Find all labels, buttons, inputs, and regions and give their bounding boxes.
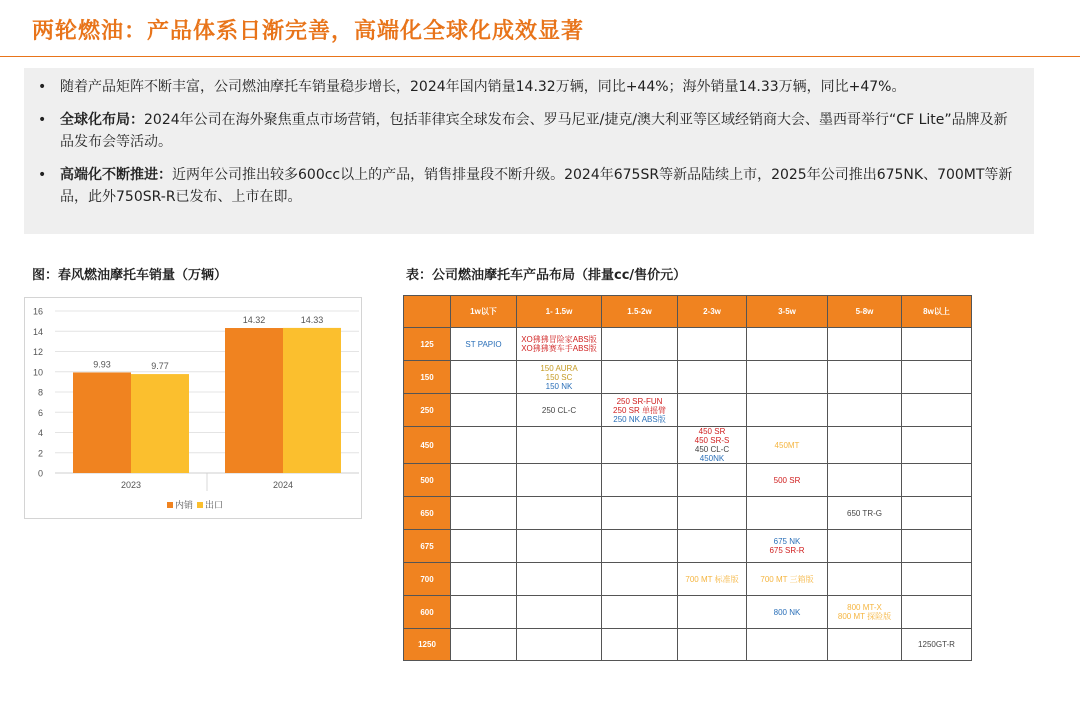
product-model: 450 CL-C — [694, 445, 730, 454]
table-cell — [517, 563, 602, 596]
table-cell — [678, 497, 747, 530]
table-cell — [602, 497, 678, 530]
y-tick-label: 0 — [37, 468, 43, 479]
legend-swatch — [197, 502, 203, 508]
product-model: 250 SR 单摇臂 — [613, 405, 666, 415]
row-label: 675 — [404, 530, 451, 563]
table-cell — [602, 361, 678, 394]
table-row — [404, 328, 972, 361]
table-cell — [902, 497, 972, 530]
table-cell — [828, 596, 902, 629]
legend-label: 内销 — [175, 501, 194, 511]
table-cell — [902, 427, 972, 464]
table-cell — [678, 629, 747, 661]
header-cell: 3-5w — [747, 296, 828, 328]
table-cell — [747, 394, 828, 427]
table-cell — [902, 394, 972, 427]
product-model: 800 MT-X — [847, 603, 882, 612]
y-tick-label: 10 — [32, 367, 43, 378]
table-cell — [678, 464, 747, 497]
product-model: 500 SR — [773, 475, 801, 485]
y-tick-label: 6 — [37, 407, 43, 418]
table-cell — [678, 563, 747, 596]
table-cell — [828, 427, 902, 464]
row-label: 600 — [404, 596, 451, 629]
row-label: 250 — [404, 394, 451, 427]
table-cell — [902, 361, 972, 394]
table-cell — [902, 328, 972, 361]
bar-内销 — [73, 372, 131, 473]
table-row — [404, 464, 972, 497]
table-cell — [451, 328, 517, 361]
table-cell — [451, 361, 517, 394]
product-model: ST PAPIO — [465, 339, 502, 349]
table-cell — [517, 328, 602, 361]
row-label: 450 — [404, 427, 451, 464]
table-cell — [828, 530, 902, 563]
table-cell — [678, 427, 747, 464]
row-label: 700 — [404, 563, 451, 596]
bullet-dot: • — [38, 112, 47, 128]
table-cell — [902, 530, 972, 563]
table-cell — [747, 530, 828, 563]
bullet-dot: • — [38, 79, 47, 95]
product-model: 700 MT 三箱版 — [760, 574, 814, 584]
table-cell — [451, 596, 517, 629]
table-cell — [747, 497, 828, 530]
product-model: 150 AURA — [540, 363, 578, 373]
sales-chart-svg — [25, 298, 363, 520]
x-tick-label: 2023 — [120, 480, 142, 490]
y-tick-label: 14 — [32, 326, 43, 337]
y-tick-label: 2 — [37, 448, 43, 459]
product-model: 675 SR-R — [769, 546, 805, 555]
product-model: 250 SR-FUN — [616, 396, 663, 406]
y-tick-label: 8 — [37, 387, 43, 398]
table-cell — [828, 629, 902, 661]
table-cell — [517, 394, 602, 427]
table-row — [404, 361, 972, 394]
product-model: XO狒狒赛车手ABS版 — [521, 344, 597, 353]
data-label: 14.33 — [300, 314, 324, 325]
product-layout-table — [403, 295, 972, 661]
table-cell — [828, 394, 902, 427]
table-cell — [747, 361, 828, 394]
table-cell — [602, 530, 678, 563]
data-label: 14.32 — [242, 315, 266, 326]
product-model: 650 TR-G — [847, 508, 882, 518]
header-cell: 1.5-2w — [602, 296, 678, 328]
table-row — [404, 596, 972, 629]
table-row — [404, 530, 972, 563]
legend-label: 出口 — [205, 501, 224, 511]
data-label: 9.93 — [93, 359, 111, 370]
table-cell — [902, 464, 972, 497]
bullet-text: 2024年公司在海外聚焦重点市场营销，包括菲律宾全球发布会、罗马尼亚/捷克/澳大利亚等区域经销商大会、墨西哥举行“CF Lite”品牌及新品发布会等活动。 — [60, 112, 1008, 150]
table-cell — [517, 596, 602, 629]
table-row — [404, 427, 972, 464]
header-cell — [404, 296, 451, 328]
table-cell — [602, 328, 678, 361]
product-model: 450 SR — [698, 427, 726, 436]
product-model: 250 NK ABS版 — [613, 414, 666, 424]
table-cell — [451, 563, 517, 596]
table-cell — [451, 464, 517, 497]
table-cell — [747, 629, 828, 661]
table-cell — [902, 563, 972, 596]
bullet-dot: • — [38, 167, 47, 183]
title-divider — [0, 56, 1080, 57]
x-tick-label: 2024 — [272, 480, 294, 490]
table-cell — [902, 596, 972, 629]
table-cell — [517, 464, 602, 497]
product-model: 250 CL-C — [541, 405, 577, 415]
product-model: 800 MT 探险版 — [837, 612, 892, 621]
table-cell — [602, 596, 678, 629]
header-cell: 2-3w — [678, 296, 747, 328]
table-cell — [828, 497, 902, 530]
table-cell — [678, 394, 747, 427]
table-cell — [602, 629, 678, 661]
bar-出口 — [131, 374, 189, 473]
table-cell — [602, 464, 678, 497]
table-cell — [678, 361, 747, 394]
row-label: 650 — [404, 497, 451, 530]
bar-内销 — [225, 328, 283, 473]
table-cell — [602, 427, 678, 464]
product-model: 675 NK — [773, 537, 801, 546]
table-row — [404, 394, 972, 427]
table-cell — [828, 563, 902, 596]
table-cell — [902, 629, 972, 661]
table-cell — [747, 464, 828, 497]
bullet-text: 随着产品矩阵不断丰富，公司燃油摩托车销量稳步增长，2024年国内销量14.32万辆，同比+44%；海外销量14.33万辆，同比+47%。 — [60, 79, 906, 95]
y-tick-label: 16 — [32, 306, 43, 317]
table-cell — [602, 394, 678, 427]
table-cell — [747, 427, 828, 464]
bullet-domestic-sales — [38, 76, 1020, 98]
y-tick-label: 4 — [37, 428, 43, 438]
legend-swatch — [167, 502, 173, 508]
bullet-premiumization — [38, 164, 1020, 208]
product-model: XO狒狒冒险家ABS版 — [521, 335, 597, 344]
bullet-globalization — [38, 109, 1020, 153]
table-cell — [678, 530, 747, 563]
table-cell — [678, 328, 747, 361]
product-model: 450MT — [774, 440, 800, 450]
row-label: 1250 — [404, 629, 451, 661]
row-label: 125 — [404, 328, 451, 361]
product-model: 450 SR-S — [694, 436, 730, 445]
product-model: 700 MT 标准版 — [685, 574, 739, 584]
table-cell — [747, 596, 828, 629]
table-cell — [517, 497, 602, 530]
table-cell — [828, 464, 902, 497]
table-cell — [517, 530, 602, 563]
table-cell — [602, 563, 678, 596]
header-cell: 5-8w — [828, 296, 902, 328]
table-cell — [747, 563, 828, 596]
table-cell — [828, 328, 902, 361]
table-cell — [828, 361, 902, 394]
y-tick-label: 12 — [32, 347, 43, 357]
header-cell: 1w以下 — [451, 296, 517, 328]
table-cell — [678, 596, 747, 629]
table-row — [404, 563, 972, 596]
product-model: 1250GT-R — [918, 640, 955, 649]
row-label: 500 — [404, 464, 451, 497]
table-header-row — [404, 296, 972, 328]
table-cell — [451, 394, 517, 427]
chart-caption: 图：春风燃油摩托车销量（万辆） — [32, 268, 228, 283]
table-row — [404, 629, 972, 661]
table-cell — [517, 629, 602, 661]
sales-chart — [24, 297, 362, 519]
summary-panel — [24, 68, 1034, 234]
table-cell — [747, 328, 828, 361]
table-row — [404, 497, 972, 530]
table-cell — [517, 427, 602, 464]
table-cell — [451, 530, 517, 563]
product-model: 150 SC — [545, 372, 573, 382]
table-cell — [517, 361, 602, 394]
data-label: 9.77 — [151, 361, 169, 372]
table-cell — [451, 497, 517, 530]
bullet-lead: 全球化布局： — [60, 112, 144, 128]
bar-出口 — [283, 328, 341, 473]
product-model: 450NK — [699, 454, 725, 463]
page-title: 两轮燃油：产品体系日渐完善，高端化全球化成效显著 — [32, 19, 585, 44]
product-model: 150 NK — [545, 381, 573, 391]
table-caption: 表：公司燃油摩托车产品布局（排量cc/售价元） — [406, 268, 687, 283]
bullet-text: 近两年公司推出较多600cc以上的产品，销售排量段不断升级。2024年675SR等新品陆续上市，2025年公司推出675NK、700MT等新品，此外750SR-R已发布、上市在即。 — [60, 167, 1013, 205]
product-model: 800 NK — [773, 607, 801, 617]
row-label: 150 — [404, 361, 451, 394]
table-cell — [451, 427, 517, 464]
header-cell: 8w以上 — [902, 296, 972, 328]
bullet-lead: 高端化不断推进： — [60, 167, 172, 183]
table-cell — [451, 629, 517, 661]
header-cell: 1- 1.5w — [517, 296, 602, 328]
